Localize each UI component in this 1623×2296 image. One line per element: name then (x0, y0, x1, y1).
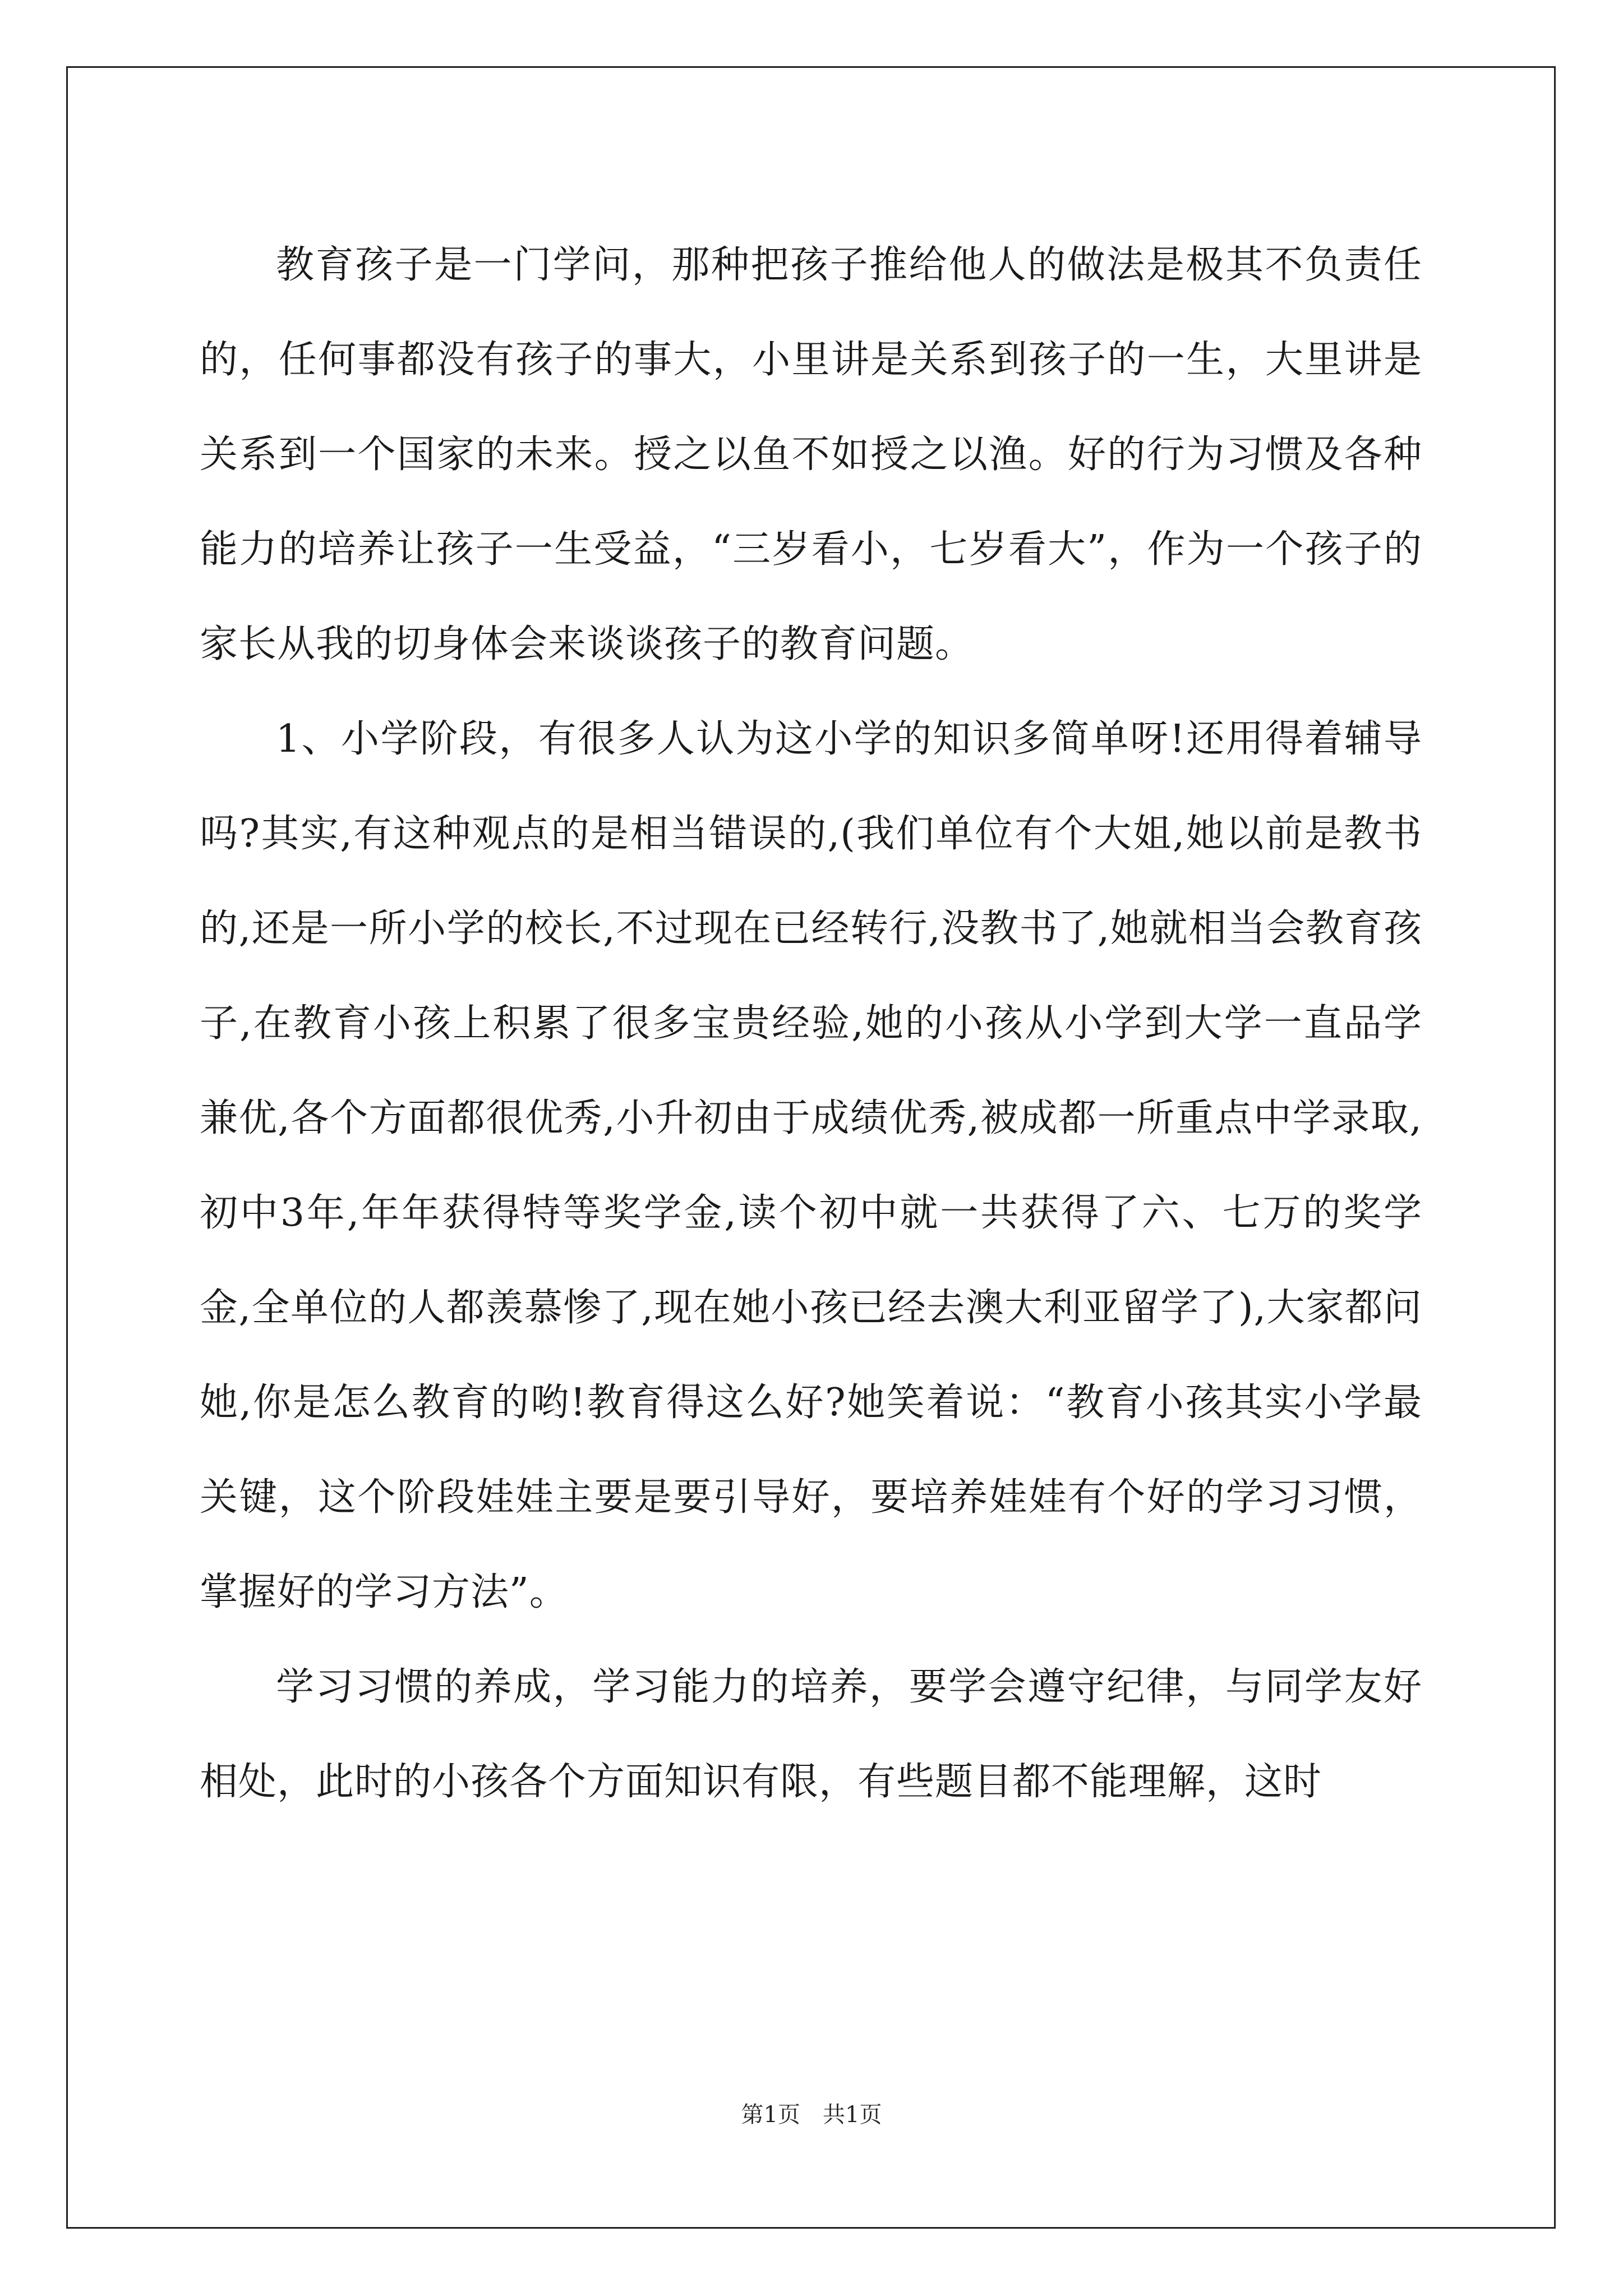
document-body (200, 218, 1422, 1829)
paragraph-2: 1、小学阶段，有很多人认为这小学的知识多简单呀!还用得着辅导吗?其实,有这种观点的是相当错误的,(我们单位有个大姐,她以前是教书的,还是一所小学的校长,不过现在已经转行,没教书了,她就相当会教育孩子,在教育小孩上积累了很多宝贵经验,她的小孩从小学到大学一直品学兼优,各个方面都很优秀,小升初由于成绩优秀,被成都一所重点中学录取,初中3年,年年获得特等奖学金,读个初中就一共获得了六、七万的奖学金,全单位的人都羡慕惨了,现在她小孩已经去澳大利亚留学了),大家都问她,你是怎么教育的哟!教育得这么好?她笑着说：“教育小孩其实小学最关键，这个阶段娃娃主要是要引导好，要培养娃娃有个好的学习习惯，掌握好的学习方法”。 (200, 717, 1422, 1614)
page-total: 共1页 (823, 2102, 882, 2128)
page-number: 第1页 (741, 2102, 800, 2128)
paragraph-1: 教育孩子是一门学问，那种把孩子推给他人的做法是极其不负责任的，任何事都没有孩子的事大，小里讲是关系到孩子的一生，大里讲是关系到一个国家的未来。授之以鱼不如授之以渔。好的行为习惯及各种能力的培养让孩子一生受益，“三岁看小，七岁看大”，作为一个孩子的家长从我的切身体会来谈谈孩子的教育问题。 (200, 243, 1422, 666)
paragraph-3: 学习习惯的养成，学习能力的培养，要学会遵守纪律，与同学友好相处，此时的小孩各个方面知识有限，有些题目都不能理解，这时 (200, 1665, 1422, 1804)
page-footer (0, 2098, 1623, 2132)
